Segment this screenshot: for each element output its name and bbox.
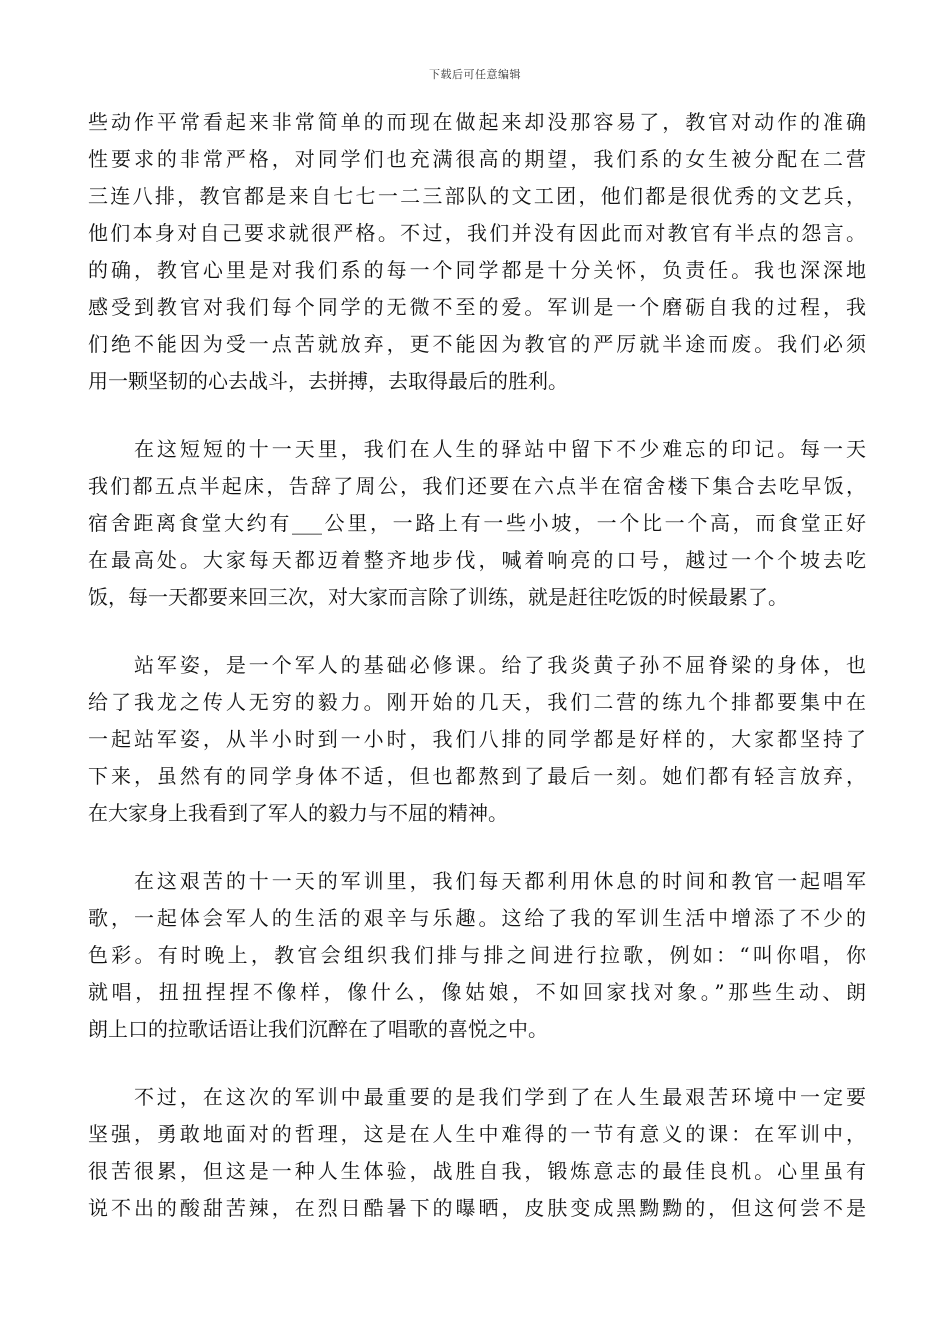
text-line: 感受到教官对我们每个同学的无微不至的爱。军训是一个磨砺自我的过程，我 [88, 295, 866, 319]
text-line: 在这短短的十一天里，我们在人生的驿站中留下不少难忘的印记。每一天 [88, 437, 866, 461]
paragraph [88, 647, 866, 832]
page-header: 下载后可任意编辑 [429, 68, 521, 81]
text-line: 很苦很累，但这是一种人生体验，战胜自我，锻炼意志的最佳良机。心里虽有 [88, 1159, 866, 1183]
text-line: 下来，虽然有的同学身体不适，但也都熬到了最后一刻。她们都有轻言放弃， [88, 764, 866, 788]
text-line: 在最高处。大家每天都迈着整齐地步伐，喊着响亮的口号，越过一个个坡去吃 [88, 548, 866, 572]
paragraph [88, 1079, 866, 1227]
text-line: 色彩。有时晚上，教官会组织我们排与排之间进行拉歌，例如：“叫你唱，你 [88, 943, 866, 967]
text-line: 性要求的非常严格，对同学们也充满很高的期望，我们系的女生被分配在二营 [88, 147, 866, 171]
text-line: 站军姿，是一个军人的基础必修课。给了我炎黄子孙不屈脊梁的身体，也 [88, 653, 866, 677]
text-line: 朗上口的拉歌话语让我们沉醉在了唱歌的喜悦之中。 [88, 1017, 548, 1041]
text-line: 宿舍距离食堂大约有___公里，一路上有一些小坡，一个比一个高，而食堂正好 [88, 511, 866, 535]
text-line: 在大家身上我看到了军人的毅力与不屈的精神。 [88, 801, 508, 825]
text-line: 我们都五点半起床，告辞了周公，我们还要在六点半在宿舍楼下集合去吃早饭， [88, 474, 866, 498]
document-body [88, 104, 866, 1227]
text-line: 用一颗坚韧的心去战斗，去拼搏，去取得最后的胜利。 [88, 369, 568, 393]
text-line: 些动作平常看起来非常简单的而现在做起来却没那容易了，教官对动作的准确 [88, 110, 866, 134]
paragraph [88, 431, 866, 616]
paragraph-gap [88, 400, 866, 431]
paragraph [88, 104, 866, 400]
text-line: 的确，教官心里是对我们系的每一个同学都是十分关怀，负责任。我也深深地 [88, 258, 866, 282]
text-line: 在这艰苦的十一天的军训里，我们每天都利用休息的时间和教官一起唱军 [88, 869, 866, 893]
text-line: 不过，在这次的军训中最重要的是我们学到了在人生最艰苦环境中一定要 [88, 1085, 866, 1109]
text-line: 一起站军姿，从半小时到一小时，我们八排的同学都是好样的，大家都坚持了 [88, 727, 866, 751]
text-line: 说不出的酸甜苦辣，在烈日酷暑下的曝晒，皮肤变成黑黝黝的，但这何尝不是 [88, 1196, 866, 1220]
text-line: 坚强，勇敢地面对的哲理，这是在人生中难得的一节有意义的课：在军训中， [88, 1122, 866, 1146]
text-line: 饭，每一天都要来回三次，对大家而言除了训练，就是赶往吃饭的时候最累了。 [88, 585, 788, 609]
paragraph-gap [88, 832, 866, 863]
text-line: 就唱，扭扭捏捏不像样，像什么，像姑娘，不如回家找对象。”那些生动、朗 [88, 980, 866, 1004]
text-line: 他们本身对自己要求就很严格。不过，我们并没有因此而对教官有半点的怨言。 [88, 221, 866, 245]
paragraph-gap [88, 616, 866, 647]
text-line: 三连八排，教官都是来自七七一二三部队的文工团，他们都是很优秀的文艺兵， [88, 184, 866, 208]
text-line: 给了我龙之传人无穷的毅力。刚开始的几天，我们二营的练九个排都要集中在 [88, 690, 866, 714]
paragraph [88, 863, 866, 1048]
text-line: 歌，一起体会军人的生活的艰辛与乐趣。这给了我的军训生活中增添了不少的 [88, 906, 866, 930]
text-line: 们绝不能因为受一点苦就放弃，更不能因为教官的严厉就半途而废。我们必须 [88, 332, 866, 356]
paragraph-gap [88, 1048, 866, 1079]
